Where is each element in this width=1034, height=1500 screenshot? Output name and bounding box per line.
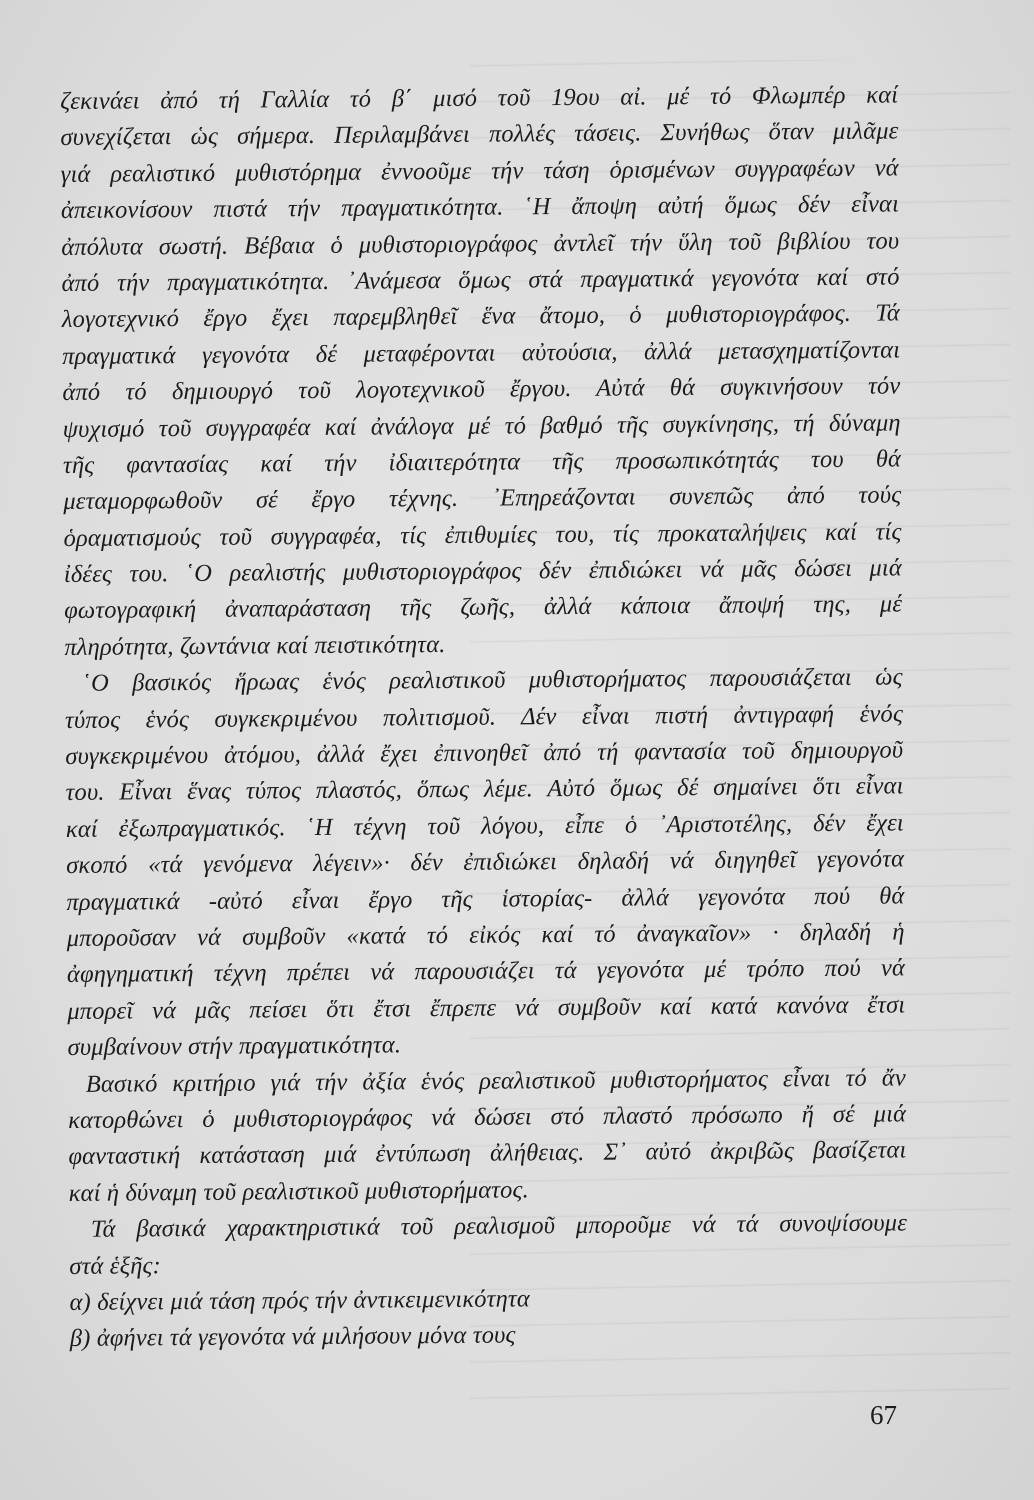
text-line: μεταμορφωθοῦν σέ ἔργο τέχνης. ᾿Επηρεάζονται συνεπῶς ἀπό τούς — [63, 481, 902, 516]
page-number: 67 — [870, 1400, 897, 1430]
text-line: καί ἐξωπραγματικός. ῾Η τέχνη τοῦ λόγου, εἶπε ὁ ᾿Αριστοτέλης, δέν ἔχει — [65, 809, 904, 843]
text-line: τῆς φαντασίας καί τήν ἰδιαιτερότητα τῆς προσωπικότητάς του θά — [62, 445, 902, 479]
text-line: σκοπό «τά γενόμενα λέγειν»· δέν ἐπιδιώκει δηλαδή νά διηγηθεῖ γεγονότα — [66, 845, 905, 880]
text-line: ἀπό τό δημιουργό τοῦ λογοτεχνικοῦ ἔργου. Αὐτά θά συγκινήσουν τόν — [62, 372, 901, 407]
text-line: ὁραματισμούς τοῦ συγγραφέα, τίς ἐπιθυμίες του, τίς προκαταλήψεις καί τίς — [63, 518, 902, 552]
text-line: λογοτεχνικό ἔργο ἔχει παρεμβληθεῖ ἕνα ἄτομο, ὁ μυθιστοριογράφος. Τά — [61, 299, 900, 334]
text-line: κατορθώνει ὁ μυθιστοριογράφος νά δώσει στό πλαστό πρόσωπο ἤ σέ μιά — [68, 1100, 907, 1134]
text-line: φωτογραφική ἀναπαράσταση τῆς ζωῆς, ἀλλά κάποια ἄποψή της, μέ — [64, 590, 903, 625]
list-item: β) ἀφήνει τά γεγονότα νά μιλήσουν μόνα τους — [69, 1321, 516, 1353]
text-line: ψυχισμό τοῦ συγγραφέα καί ἀνάλογα μέ τό βαθμό τῆς συγκίνησης, τή δύναμη — [62, 408, 901, 443]
list-item: α) δείχνει μιά τάση πρός τήν ἀντικειμενικότητα — [69, 1285, 530, 1316]
text-line: Τά βασικά χαρακτηριστικά τοῦ ρεαλισμοῦ μποροῦμε νά τά συνοψίσουμε — [90, 1209, 908, 1243]
text-line: συγκεκριμένου ἀτόμου, ἀλλά ἔχει ἐπινοηθεῖ ἀπό τή φαντασία τοῦ δημιουργοῦ — [65, 736, 904, 771]
text-line: ἀπεικονίσουν πιστά τήν πραγματικότητα. ῾Η ἄποψη αὐτή ὅμως δέν εἶναι — [60, 190, 900, 225]
text-line: στά ἑξῆς: — [69, 1251, 161, 1280]
text-line: ἀφηγηματική τέχνη πρέπει νά παρουσιάζει τά γεγονότα μέ τρόπο πού νά — [66, 954, 906, 989]
text-line: ἀπόλυτα σωστή. Βέβαια ὁ μυθιστοριογράφος ἀντλεῖ τήν ὕλη τοῦ βιβλίου του — [61, 226, 900, 261]
text-line: γιά ρεαλιστικό μυθιστόρημα ἐννοοῦμε τήν τάση ὁρισμένων συγγραφέων νά — [60, 154, 899, 188]
text-line: συνεχίζεται ὡς σήμερα. Περιλαμβάνει πολλές τάσεις. Συνήθως ὅταν μιλᾶμε — [60, 117, 899, 152]
text-line: ἰδέες του. ῾Ο ρεαλιστής μυθιστοριογράφος δέν ἐπιδιώκει νά μᾶς δώσει μιά — [63, 554, 902, 589]
text-line: ζεκινάει ἀπό τή Γαλλία τό β΄ μισό τοῦ 19ου αἰ. μέ τό Φλωμπέρ καί — [60, 81, 899, 115]
text-line: ἀπό τήν πραγματικότητα. ᾿Ανάμεσα ὅμως στά πραγματικά γεγονότα καί στό — [61, 263, 900, 297]
text-line: μποροῦσαν νά συμβοῦν «κατά τό εἰκός καί τό ἀναγκαῖον» · δηλαδή ἡ — [66, 918, 905, 952]
text-line: τύπος ἑνός συγκεκριμένου πολιτισμοῦ. Δέν εἶναι πιστή ἀντιγραφή ἑνός — [64, 700, 904, 734]
text-line: του. Εἶναι ἕνας τύπος πλαστός, ὅπως λέμε. Αὐτό ὅμως δέ σημαίνει ὅτι εἶναι — [65, 772, 904, 807]
text-line: Βασικό κριτήριο γιά τήν ἀξία ἑνός ρεαλιστικοῦ μυθιστορήματος εἶναι τό ἄν — [85, 1063, 906, 1098]
text-line: πληρότητα, ζωντάνια καί πειστικότητα. — [64, 630, 446, 661]
text-line: ῾Ο βασικός ἥρωας ἑνός ρεαλιστικοῦ μυθιστορήματος παρουσιάζεται ὡς — [82, 663, 903, 698]
text-line: μπορεῖ νά μᾶς πείσει ὅτι ἔτσι ἔπρεπε νά συμβοῦν καί κατά κανόνα ἔτσι — [67, 991, 906, 1025]
text-line: συμβαίνουν στήν πραγματικότητα. — [67, 1031, 402, 1062]
text-line: καί ἡ δύναμη τοῦ ρεαλιστικοῦ μυθιστορήματος. — [68, 1176, 529, 1207]
text-line: φανταστική κατάσταση μιά ἐντύπωση ἀλήθειας. Σ᾿ αὐτό ἀκριβῶς βασίζεται — [68, 1136, 907, 1171]
text-line: πραγματικά γεγονότα δέ μεταφέρονται αὐτούσια, ἀλλά μετασχηματίζονται — [62, 336, 901, 370]
body-text — [60, 77, 908, 1357]
text-line: πραγματικά -αὐτό εἶναι ἔργο τῆς ἱστορίας- ἀλλά γεγονότα πού θά — [66, 881, 905, 916]
